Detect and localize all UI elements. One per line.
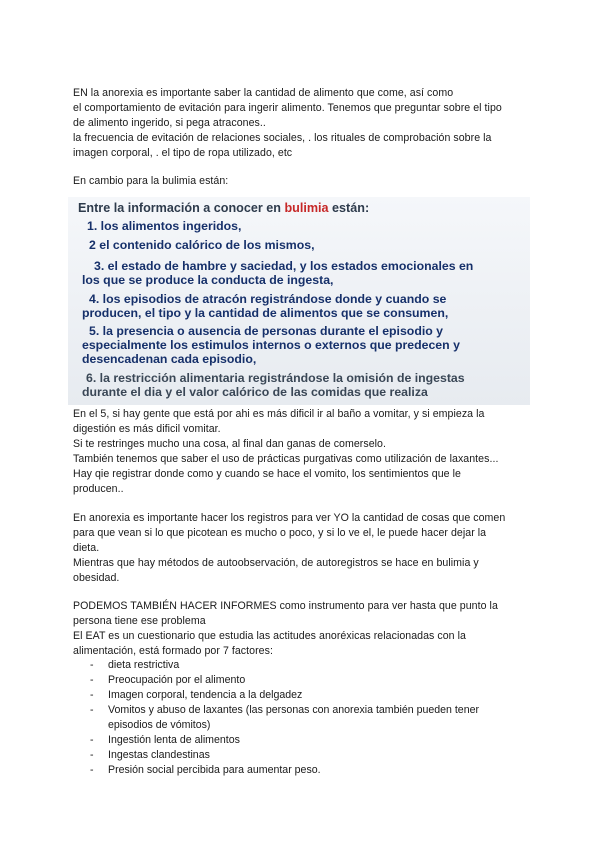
list-dash: - <box>90 674 94 686</box>
notes-line: Si te restringes mucho una cosa, al final dan ganas de comerselo. <box>73 438 386 450</box>
callout-item-4: 4. los episodios de atracón registrándose donde y cuando se <box>89 292 447 306</box>
list-item <box>90 748 479 763</box>
intro-line: el comportamiento de evitación para ingerir alimento. Tenemos que preguntar sobre el tipo <box>73 102 502 114</box>
callout-item-5: 5. la presencia o ausencia de personas durante el episodio y <box>89 324 444 338</box>
list-dash: - <box>90 689 94 701</box>
list-item-text: Vomitos y abuso de laxantes (las personas con anorexia también pueden tener <box>108 704 480 716</box>
records-line: para que vean si lo que picotean es mucho o poco, y si lo ve el, le puede hacer dejar la <box>73 527 487 539</box>
notes-line: digestión es más dificil vomitar. <box>73 423 221 435</box>
callout-item-4-cont: producen, el tipo y la cantidad de alimentos que se consumen, <box>82 306 449 320</box>
list-item-text: Presión social percibida para aumentar peso. <box>108 764 321 776</box>
bulimia-info-image <box>68 197 530 405</box>
notes-line: También tenemos que saber el uso de prácticas purgativas como utilización de laxantes... <box>73 453 499 465</box>
eat-factors-list <box>90 658 479 778</box>
intro-line: EN la anorexia es importante saber la cantidad de alimento que come, así como <box>73 87 454 99</box>
list-item <box>90 763 479 778</box>
intro-line: imagen corporal, . el tipo de ropa utilizado, etc <box>73 147 293 159</box>
callout-title-end: están: <box>328 201 370 215</box>
callout-item-6-cont: durante el dia y el valor calórico de las comidas que realiza <box>82 385 428 399</box>
notes-paragraph <box>73 407 533 497</box>
reports-line: alimentación, está formado por 7 factores: <box>73 645 273 657</box>
list-item <box>90 658 479 673</box>
callout-item-6: 6. la restricción alimentaria registrándose la omisión de ingestas <box>86 371 465 385</box>
list-dash: - <box>90 659 94 671</box>
reports-paragraph <box>73 599 533 659</box>
callout-item-5-cont: desencadenan cada episodio, <box>82 352 257 366</box>
bulimia-intro-text: En cambio para la bulimia están: <box>73 175 229 187</box>
records-line: En anorexia es importante hacer los registros para ver YO la cantidad de cosas que comen <box>73 512 506 524</box>
list-item-text: Imagen corporal, tendencia a la delgadez <box>108 689 303 701</box>
list-item-text: Preocupación por el alimento <box>108 674 246 686</box>
callout-item-3: 3. el estado de hambre y saciedad, y los estados emocionales en <box>94 259 474 273</box>
notes-line: producen.. <box>73 483 124 495</box>
callout-item-2: 2 el contenido calórico de los mismos, <box>89 238 315 252</box>
list-item <box>90 733 479 748</box>
reports-line: PODEMOS TAMBIÉN HACER INFORMES como instrumento para ver hasta que punto la <box>73 600 498 612</box>
records-line: obesidad. <box>73 572 120 584</box>
reports-line: El EAT es un cuestionario que estudia las actitudes anoréxicas relacionadas con la <box>73 630 466 642</box>
list-item <box>90 688 479 703</box>
callout-item-5-cont: especialmente los estimulos internos o externos que predecen y <box>82 338 460 352</box>
intro-paragraph <box>73 86 533 161</box>
records-line: dieta. <box>73 542 100 554</box>
list-item-text: Ingestas clandestinas <box>108 749 210 761</box>
intro-line: la frecuencia de evitación de relaciones sociales, . los rituales de comprobación sobre la <box>73 132 492 144</box>
list-item <box>90 703 479 733</box>
callout-item-3-cont: los que se produce la conducta de ingesta, <box>82 273 334 287</box>
callout-title-start: Entre la información a conocer en <box>78 201 285 215</box>
records-paragraph <box>73 511 533 586</box>
notes-line: Hay qie registrar donde como y cuando se hace el vomito, los sentimientos que le <box>73 468 461 480</box>
records-line: Mientras que hay métodos de autoobservación, de autoregistros se hace en bulimia y <box>73 557 479 569</box>
callout-title <box>78 201 369 215</box>
bulimia-intro <box>73 174 533 189</box>
notes-line: En el 5, si hay gente que está por ahi es más dificil ir al baño a vomitar, y si empieza la <box>73 408 485 420</box>
callout-title-highlight: bulimia <box>284 201 329 215</box>
list-dash: - <box>90 764 94 776</box>
callout-item-1: 1. los alimentos ingeridos, <box>87 219 242 233</box>
list-item-text-cont: episodios de vómitos) <box>108 719 211 731</box>
list-dash: - <box>90 734 94 746</box>
intro-line: de alimento ingerido, si pega atracones.. <box>73 117 266 129</box>
list-item-text: dieta restrictiva <box>108 659 180 671</box>
list-dash: - <box>90 704 94 716</box>
list-dash: - <box>90 749 94 761</box>
list-item-text: Ingestión lenta de alimentos <box>108 734 240 746</box>
list-item <box>90 673 479 688</box>
reports-line: persona tiene ese problema <box>73 615 206 627</box>
